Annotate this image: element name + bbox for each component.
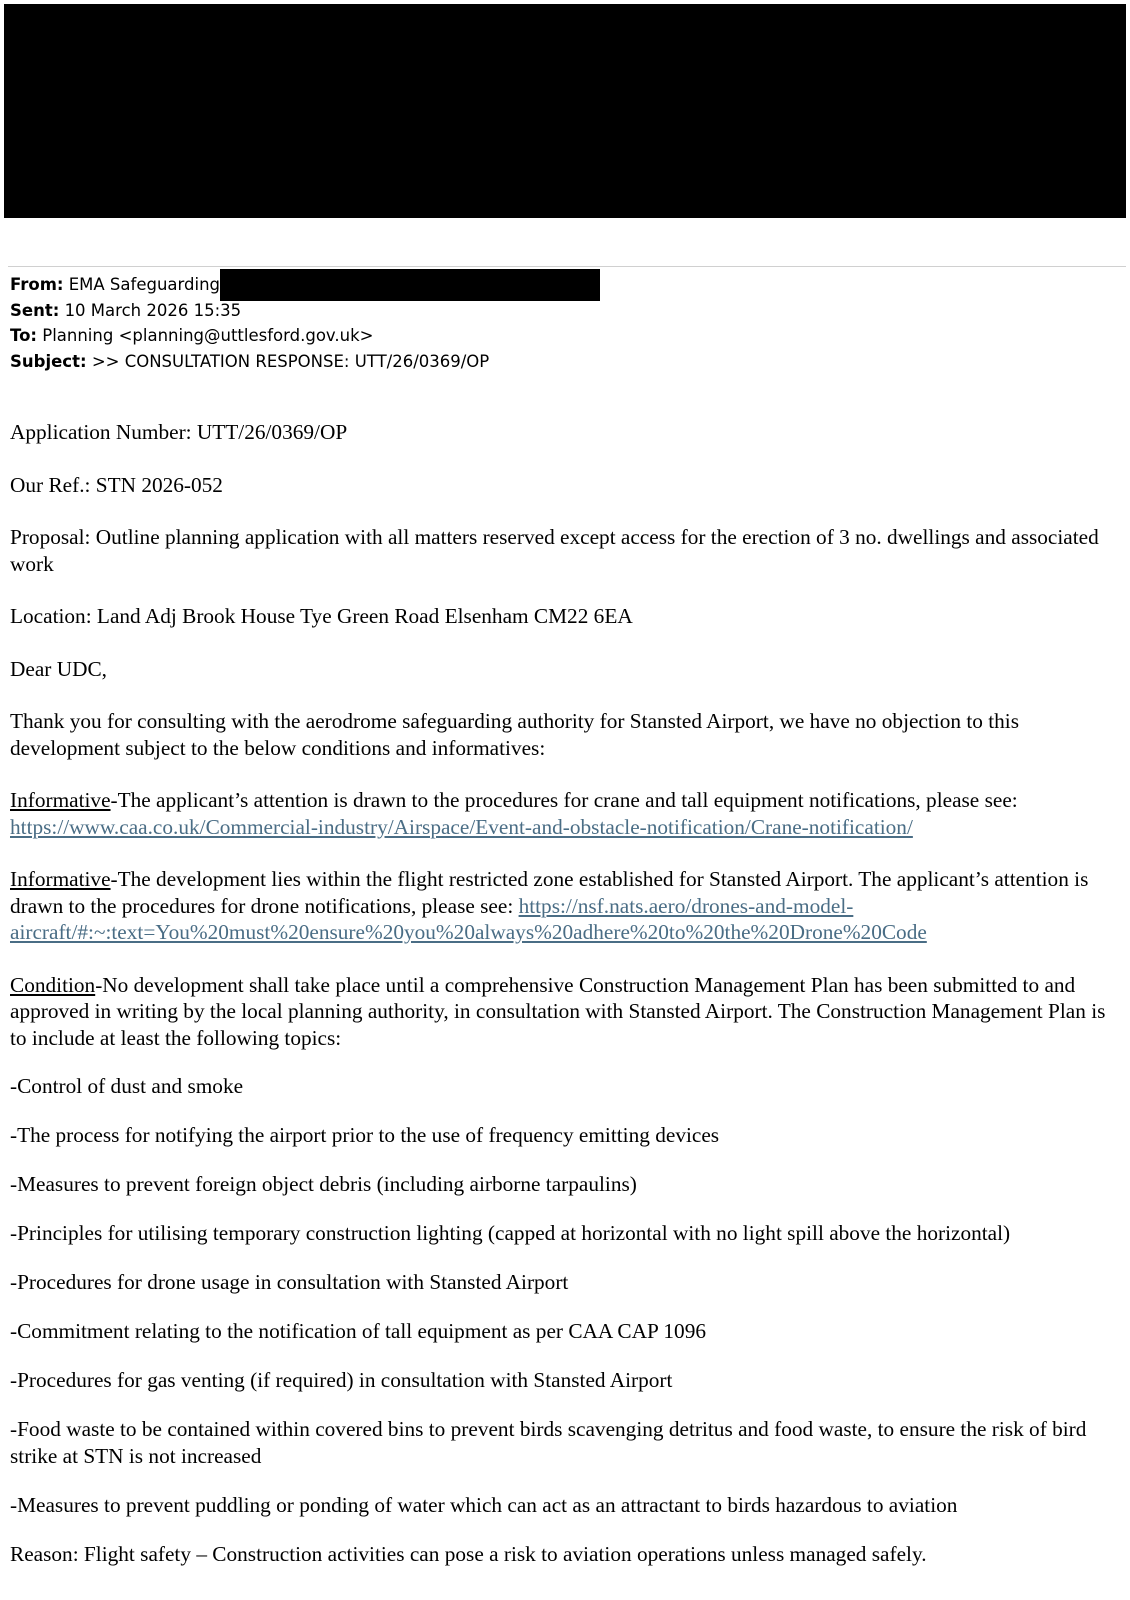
reason-paragraph: Reason: Flight safety – Construction activities can pose a risk to aviation operations unless managed safely. <box>10 1541 927 1566</box>
to-label: To: <box>10 326 37 345</box>
cmp-topic-list <box>10 1073 1125 1518</box>
list-item: -Food waste to be contained within covered bins to prevent birds scavenging detritus and food waste, to ensure the risk of bird strike at STN is not increased <box>10 1417 1087 1468</box>
list-item: -Commitment relating to the notification of tall equipment as per CAA CAP 1096 <box>10 1319 706 1343</box>
informative-text: -The development lies within the flight restricted zone established for Stansted Airport. The applicant’s attention is drawn to the procedures for drone notifications, please see: <box>10 867 1089 918</box>
from-value: EMA Safeguarding <box>68 275 220 294</box>
list-item: -Measures to prevent foreign object debris (including airborne tarpaulins) <box>10 1172 637 1196</box>
application-number: Application Number: UTT/26/0369/OP <box>10 420 348 444</box>
our-reference: Our Ref.: STN 2026-052 <box>10 472 223 497</box>
from-label: From: <box>10 275 64 294</box>
list-item: -Procedures for drone usage in consultation with Stansted Airport <box>10 1270 569 1294</box>
redaction-block-sender <box>220 269 600 301</box>
condition-label: Condition <box>10 972 96 997</box>
informative-crane <box>10 787 1125 840</box>
proposal: Proposal: Outline planning application with all matters reserved except access for the erection of 3 no. dwellings and associated work <box>10 525 1099 576</box>
list-item: -Procedures for gas venting (if required) in consultation with Stansted Airport <box>10 1368 673 1392</box>
informative-drone <box>10 866 1125 946</box>
informative-label: Informative <box>10 867 111 891</box>
condition-paragraph <box>10 972 1125 1052</box>
list-item: -The process for notifying the airport prior to the use of frequency emitting devices <box>10 1123 720 1147</box>
subject-row <box>10 349 489 375</box>
list-item: -Measures to prevent puddling or ponding of water which can act as an attractant to birds hazardous to aviation <box>10 1492 958 1517</box>
header-divider <box>8 266 1126 267</box>
list-item: -Principles for utilising temporary construction lighting (capped at horizontal with no light spill above the horizontal) <box>10 1221 1011 1245</box>
location: Location: Land Adj Brook House Tye Green Road Elsenham CM22 6EA <box>10 604 633 628</box>
sent-row <box>10 298 489 324</box>
redaction-block-top <box>4 4 1126 218</box>
informative-label: Informative <box>10 788 111 812</box>
list-item: -Control of dust and smoke <box>10 1074 244 1098</box>
sent-label: Sent: <box>10 300 60 320</box>
intro-paragraph: Thank you for consulting with the aerodrome safeguarding authority for Stansted Airport, we have no objection to this development subject to the below conditions and informatives: <box>10 709 1020 760</box>
sent-value: 10 March 2026 15:35 <box>64 300 242 320</box>
to-value: Planning <planning@uttlesford.gov.uk> <box>42 326 374 345</box>
informative-text: -The applicant’s attention is drawn to the procedures for crane and tall equipment notifications, please see: <box>110 788 1018 812</box>
drone-notification-link[interactable]: https://nsf.nats.aero/drones-and-model-aircraft/#:~:text=You%20must%20ensure%20you%20always%20adhere%20to%20the%20Drone%20Code <box>10 893 927 944</box>
letter-body <box>10 419 1125 1593</box>
salutation: Dear UDC, <box>10 656 107 681</box>
to-row <box>10 323 489 349</box>
condition-text: -No development shall take place until a comprehensive Construction Management Plan has been submitted to and approved in writing by the local planning authority, in consultation with Stansted Airport. The Construction Management Plan is to include at least the following topics: <box>10 972 1106 1050</box>
crane-notification-link[interactable]: https://www.caa.co.uk/Commercial-industry/Airspace/Event-and-obstacle-notification/Crane-notification/ <box>10 814 913 839</box>
subject-label: Subject: <box>10 351 87 371</box>
subject-value: >> CONSULTATION RESPONSE: UTT/26/0369/OP <box>91 351 490 371</box>
